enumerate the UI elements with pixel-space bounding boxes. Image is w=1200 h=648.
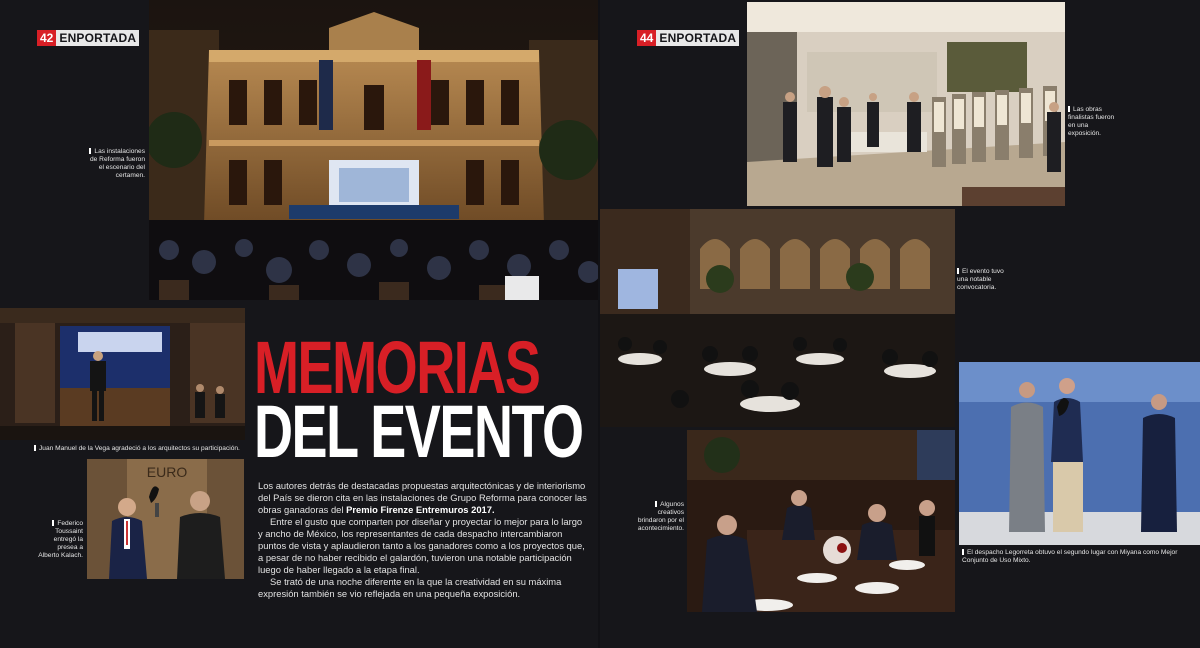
caption-marker bbox=[1068, 106, 1070, 112]
venue-photo bbox=[149, 0, 598, 300]
left-page bbox=[0, 0, 598, 648]
caption-marker bbox=[957, 268, 959, 274]
article-title-line2: DEL EVENTO bbox=[254, 390, 583, 473]
caption-winners: El despacho Legorreta obtuvo el segundo lugar con Miyana como Mejor Conjunto de Uso Mixto. bbox=[962, 549, 1178, 564]
section-label: ENPORTADA bbox=[656, 30, 739, 46]
article-body bbox=[258, 480, 588, 600]
exhibit-photo bbox=[747, 2, 1065, 206]
section-label: ENPORTADA bbox=[56, 30, 139, 46]
caption-marker bbox=[52, 520, 54, 526]
right-page bbox=[600, 0, 1200, 648]
caption-speaker: Juan Manuel de la Vega agradeció a los arquitectos su participación. bbox=[34, 445, 264, 453]
body-paragraph-2: Entre el gusto que comparten por diseñar y proyectar lo mejor para lo largo y ancho de México, los representantes de cada despacho intercambiaron puntos de vista y aplaudieron tanto a los ganadores como a los proyectos que, a pesar de no haber recibido el galardón, tuvieron una notable participación luego de haber llegado a la etapa final. bbox=[258, 516, 585, 575]
winners-photo bbox=[959, 362, 1200, 545]
caption-marker bbox=[655, 501, 657, 507]
body-paragraph-3: Se trató de una noche diferente en la que la creatividad en su máxima expresión también se vio reflejada en una pequeña exposición. bbox=[258, 576, 562, 599]
caption-venue: Las instalaciones de Reforma fueron el escenario del certamen. bbox=[90, 148, 145, 179]
caption-crowd: El evento tuvo una notable convocatoria. bbox=[957, 268, 1004, 291]
award-photo bbox=[87, 459, 244, 579]
speaker-photo bbox=[0, 308, 245, 440]
page-number: 44 bbox=[637, 30, 656, 46]
caption-marker bbox=[89, 148, 91, 154]
caption-marker bbox=[34, 445, 36, 451]
section-tag bbox=[637, 30, 739, 46]
article-title-line1: MEMORIAS bbox=[254, 326, 540, 409]
svg-text:EURO: EURO bbox=[146, 464, 188, 480]
page-number: 42 bbox=[37, 30, 56, 46]
crowd-photo bbox=[600, 209, 955, 427]
section-tag bbox=[37, 30, 139, 46]
body-paragraph-1: Los autores detrás de destacadas propuestas arquitectónicas y de interiorismo del País se dieron cita en las instalaciones de Grupo Reforma para conocer las obras ganadoras del Premio Firenze Entremuros 2017. bbox=[258, 480, 587, 515]
caption-marker bbox=[962, 549, 964, 555]
caption-dinner: Algunos creativos brindaron por el acontecimiento. bbox=[637, 501, 684, 532]
caption-award: Federico Toussaint entregó la presea a Alberto Kalach. bbox=[38, 520, 83, 559]
caption-exhibit: Las obras finalistas fueron en una exposición. bbox=[1068, 106, 1115, 137]
dinner-photo bbox=[687, 430, 955, 612]
